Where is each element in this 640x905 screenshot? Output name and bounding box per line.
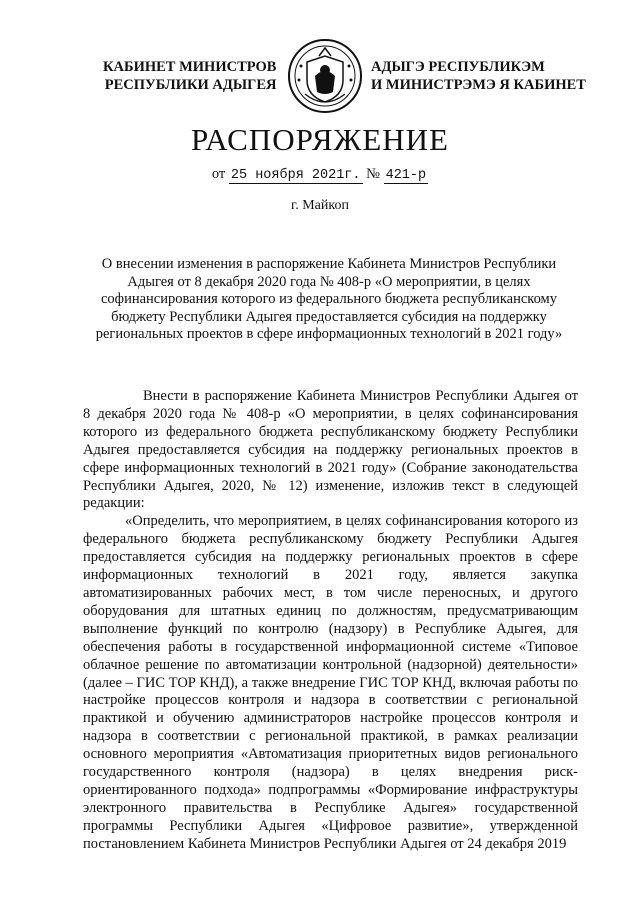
document-subject: О внесении изменения в распоряжение Кабинета Министров Республики Адыгея от 8 декабря 2020 года № 408-р «О мероприятии, в целях софинансирования которого из федерального бюджета республиканскому бюджету Республики Адыгея предоставляется субсидия на поддержку региональных проектов в сфере информационных технологий в 2021 году» xyxy=(95,256,563,343)
order-date: 25 ноября 2021г. xyxy=(230,168,361,183)
order-date-number-line xyxy=(0,166,640,183)
body-paragraph-2: «Определить, что мероприятием, в целях софинансирования которого из федерального бюджета республиканскому бюджету Республики Адыгея предоставляется субсидия на поддержку региональных проектов в сфере информационных технологий в 2021 году, является закупка автоматизированных рабочих мест, в том числе переносных, и другого оборудования для штатных единиц по должностям, предусматривающим выполнение функций по контролю (надзору) в Республике Адыгея, для обеспечения работы в государственной информационной системе «Типовое облачное решение по автоматизации контрольной (надзорной) деятельности» (далее – ГИС ТОР КНД), а также внедрение ГИС ТОР КНД, включая работы по настройке процессов контроля и надзора в соответствии с региональной практикой и обучению администраторов настройке процессов контроля и надзора в соответствии с региональной практикой, в рамках реализации основного мероприятия «Автоматизация приоритетных видов регионального государственного контроля (надзора) в целях внедрения риск-ориентированного подхода» подпрограммы «Формирование инфраструктуры электронного правительства в Республике Адыгея» государственной программы Республики Адыгея «Цифровое развитие», утвержденной постановлением Кабинета Министров Республики Адыгея от 24 декабря 2019 xyxy=(83,513,578,852)
coat-of-arms-icon xyxy=(285,36,365,116)
header-left xyxy=(103,58,276,94)
header-right xyxy=(371,58,586,94)
document-body xyxy=(83,388,578,854)
body-paragraph-1: Внести в распоряжение Кабинета Министров Республики Адыгея от 8 декабря 2020 года № 408-р «О мероприятии, в целях софинансирования которого из федерального бюджета республиканскому бюджету Республики Адыгея предоставляется субсидия на поддержку региональных проектов в сфере информационных технологий в 2021 году» (Собрание законодательства Республики Адыгея, 2020, № 12) изменение, изложив текст в следующей редакции: xyxy=(83,388,578,512)
header-left-line1: КАБИНЕТ МИНИСТРОВ xyxy=(103,59,277,75)
document-type-title: РАСПОРЯЖЕНИЕ xyxy=(191,122,449,157)
header-right-line1: АДЫГЭ РЕСПУБЛИКЭМ xyxy=(371,59,545,75)
header-left-line2: РЕСПУБЛИКИ АДЫГЕЯ xyxy=(104,77,277,93)
date-prefix: от xyxy=(211,166,226,182)
number-prefix: № xyxy=(366,166,380,182)
city-line: г. Майкоп xyxy=(291,198,349,213)
header-right-line2: И МИНИСТРЭМЭ Я КАБИНЕТ xyxy=(371,77,586,93)
order-number: 421-р xyxy=(385,168,427,183)
